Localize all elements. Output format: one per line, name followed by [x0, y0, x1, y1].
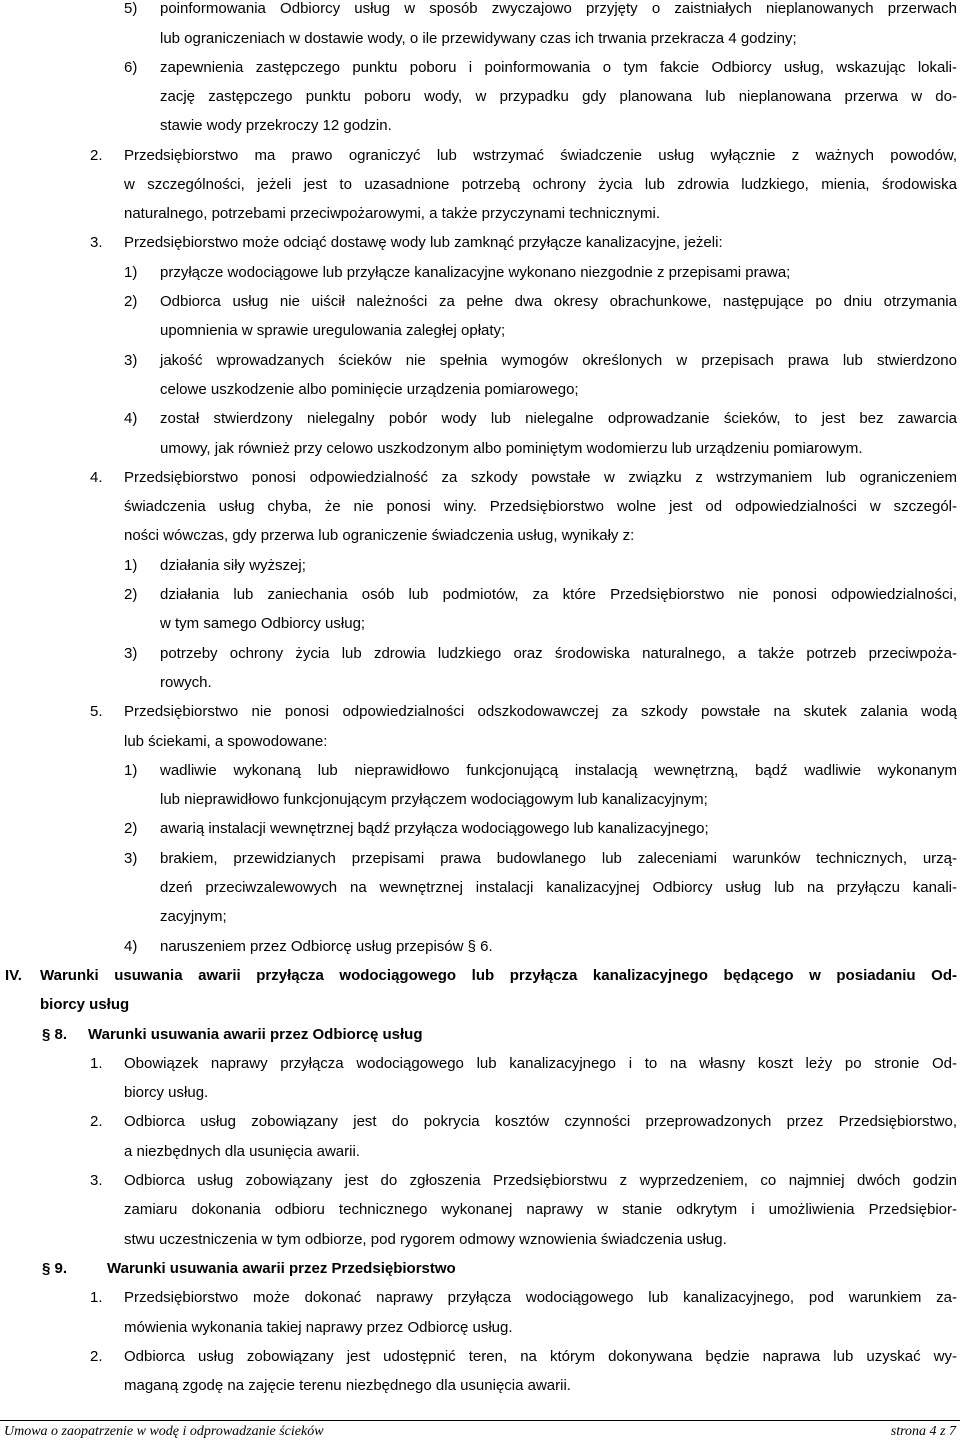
paragraph-line: zapewnienia zastępczego punktu poboru i poinformowania o tym fakcie Odbiorcy usług, wskazując lokali- [160, 59, 957, 76]
paragraph-line: naturalnego, potrzebami przeciwpożarowymi, a także przyczynami technicznymi. [124, 205, 661, 222]
list-number: 4) [124, 938, 138, 955]
list-number: 2) [124, 293, 138, 310]
section-heading: Warunki usuwania awarii przez Przedsiębiorstwo [107, 1260, 456, 1277]
chapter-heading: Warunki usuwania awarii przyłącza wodociągowego lub przyłącza kanalizacyjnego będącego w posiadaniu Od- [40, 967, 957, 984]
list-number: 1) [124, 557, 138, 574]
paragraph-line: naruszeniem przez Odbiorcę usług przepisów § 6. [160, 938, 493, 955]
footer-divider [0, 1420, 960, 1421]
paragraph-line: Przedsiębiorstwo nie ponosi odpowiedzialności odszkodowawczej za szkody powstałe na skutek zalania wodą [124, 703, 957, 720]
list-number: 4. [90, 469, 103, 486]
section-number: § 9. [42, 1260, 68, 1277]
list-number: 3. [90, 1172, 103, 1189]
paragraph-line: jakość wprowadzanych ścieków nie spełnia wymogów określonych w przepisach prawa lub stwierdzono [160, 352, 957, 369]
list-number: 1. [90, 1055, 103, 1072]
list-number: 1. [90, 1289, 103, 1306]
paragraph-line: został stwierdzony nielegalny pobór wody lub nielegalne odprowadzanie ścieków, to jest bez zawarcia [160, 410, 957, 427]
paragraph-line: umowy, jak również przy celowo uszkodzonym albo pominiętym wodomierzu lub urządzeniu pomiarowym. [160, 440, 863, 457]
paragraph-line: Obowiązek naprawy przyłącza wodociągowego lub kanalizacyjnego i to na własny koszt leży po stronie Od- [124, 1055, 957, 1072]
paragraph-line: Przedsiębiorstwo może odciąć dostawę wody lub zamknąć przyłącze kanalizacyjne, jeżeli: [124, 234, 723, 251]
list-number: 2. [90, 147, 103, 164]
list-number: 6) [124, 59, 138, 76]
list-number: 4) [124, 410, 138, 427]
paragraph-line: lub ograniczeniach w dostawie wody, o ile przewidywany czas ich trwania przekracza 4 godziny; [160, 30, 797, 47]
paragraph-line: Odbiorca usług zobowiązany jest do zgłoszenia Przedsiębiorstwu z wyprzedzeniem, co najmniej dwóch godzin [124, 1172, 957, 1189]
paragraph-line: rowych. [160, 674, 212, 691]
section-heading: Warunki usuwania awarii przez Odbiorcę usług [88, 1026, 423, 1043]
paragraph-line: Odbiorca usług nie uiścił należności za pełne dwa okresy obrachunkowe, następujące po dniu otrzymania [160, 293, 957, 310]
list-number: 2. [90, 1113, 103, 1130]
list-number: 5. [90, 703, 103, 720]
list-number: 3) [124, 352, 138, 369]
paragraph-line: lub nieprawidłowo funkcjonującym przyłączem wodociągowym lub kanalizacyjnym; [160, 791, 708, 808]
paragraph-line: w szczególności, jeżeli jest to uzasadnione potrzebą ochrony życia lub zdrowia ludzkiego, mienia, środowiska [124, 176, 957, 193]
paragraph-line: wadliwie wykonaną lub nieprawidłowo funkcjonującą instalacją wewnętrzną, bądź wadliwie wykonanym [160, 762, 957, 779]
paragraph-line: celowe uszkodzenie albo pominięcie urządzenia pomiarowego; [160, 381, 579, 398]
paragraph-line: dzeń przeciwzalewowych na wewnętrznej instalacji kanalizacyjnej Odbiorcy usług lub na przyłączu kanali- [160, 879, 957, 896]
list-number: 1) [124, 264, 138, 281]
list-number: 5) [124, 0, 138, 17]
paragraph-line: lub ściekami, a spowodowane: [124, 733, 328, 750]
paragraph-line: Przedsiębiorstwo ponosi odpowiedzialność za szkody powstałe w związku z wstrzymaniem lub ograniczeniem [124, 469, 957, 486]
chapter-heading: biorcy usług [40, 996, 130, 1013]
paragraph-line: Przedsiębiorstwo może dokonać naprawy przyłącza wodociągowego lub kanalizacyjnego, pod warunkiem za- [124, 1289, 957, 1306]
list-number: 1) [124, 762, 138, 779]
paragraph-line: stawie wody przekroczy 12 godzin. [160, 117, 392, 134]
paragraph-line: Odbiorca usług zobowiązany jest udostępnić teren, na którym dokonywana będzie naprawa lub uzyskać wy- [124, 1348, 957, 1365]
paragraph-line: mówienia wykonania takiej naprawy przez Odbiorcę usług. [124, 1319, 513, 1336]
paragraph-line: Odbiorca usług zobowiązany jest do pokrycia kosztów czynności przeprowadzonych przez Przedsiębiorstwo, [124, 1113, 957, 1130]
paragraph-line: działania lub zaniechania osób lub podmiotów, za które Przedsiębiorstwo nie ponosi odpowiedzialności, [160, 586, 957, 603]
paragraph-line: maganą zgodę na zajęcie terenu niezbędnego dla usunięcia awarii. [124, 1377, 571, 1394]
paragraph-line: stwu uczestniczenia w tym odbiorze, pod rygorem odmowy wznowienia świadczenia usług. [124, 1231, 727, 1248]
paragraph-line: działania siły wyższej; [160, 557, 306, 574]
paragraph-line: świadczenia usług chyba, że nie ponosi winy. Przedsiębiorstwo wolne jest od odpowiedzialności w szczegól- [124, 498, 957, 515]
paragraph-line: brakiem, przewidzianych przepisami prawa budowlanego lub zaleceniami warunków technicznych, urzą- [160, 850, 957, 867]
paragraph-line: zamiaru dokonania odbioru technicznego wykonanej naprawy w stanie odkrytym i umożliwienia Przedsiębior- [124, 1201, 957, 1218]
section-number: § 8. [42, 1026, 68, 1043]
paragraph-line: przyłącze wodociągowe lub przyłącze kanalizacyjne wykonano niezgodnie z przepisami prawa; [160, 264, 791, 281]
paragraph-line: w tym samego Odbiorcy usług; [160, 615, 366, 632]
paragraph-line: zację zastępczego punktu poboru wody, w przypadku gdy planowana lub nieplanowana przerwa w do- [160, 88, 957, 105]
paragraph-line: Przedsiębiorstwo ma prawo ograniczyć lub wstrzymać świadczenie usług wyłącznie z ważnych powodów, [124, 147, 957, 164]
footer-title: Umowa o zaopatrzenie w wodę i odprowadzanie ścieków [4, 1424, 324, 1439]
paragraph-line: zacyjnym; [160, 908, 227, 925]
list-number: 3. [90, 234, 103, 251]
paragraph-line: upomnienia w sprawie uregulowania zaległej opłaty; [160, 322, 506, 339]
page-number: strona 4 z 7 [890, 1424, 956, 1439]
paragraph-line: poinformowania Odbiorcy usług w sposób zwyczajowo przyjęty o zaistniałych nieplanowanych przerwach [160, 0, 957, 17]
paragraph-line: biorcy usług. [124, 1084, 209, 1101]
paragraph-line: ności wówczas, gdy przerwa lub ograniczenie świadczenia usług, wynikały z: [124, 527, 635, 544]
paragraph-line: potrzeby ochrony życia lub zdrowia ludzkiego oraz środowiska naturalnego, a także potrzeb przeciwpoża- [160, 645, 957, 662]
paragraph-line: awarią instalacji wewnętrznej bądź przyłącza wodociągowego lub kanalizacyjnego; [160, 820, 709, 837]
list-number: 3) [124, 850, 138, 867]
list-number: 2) [124, 586, 138, 603]
list-number: 2) [124, 820, 138, 837]
chapter-number: IV. [5, 967, 22, 984]
list-number: 3) [124, 645, 138, 662]
paragraph-line: a niezbędnych dla usunięcia awarii. [124, 1143, 360, 1160]
list-number: 2. [90, 1348, 103, 1365]
